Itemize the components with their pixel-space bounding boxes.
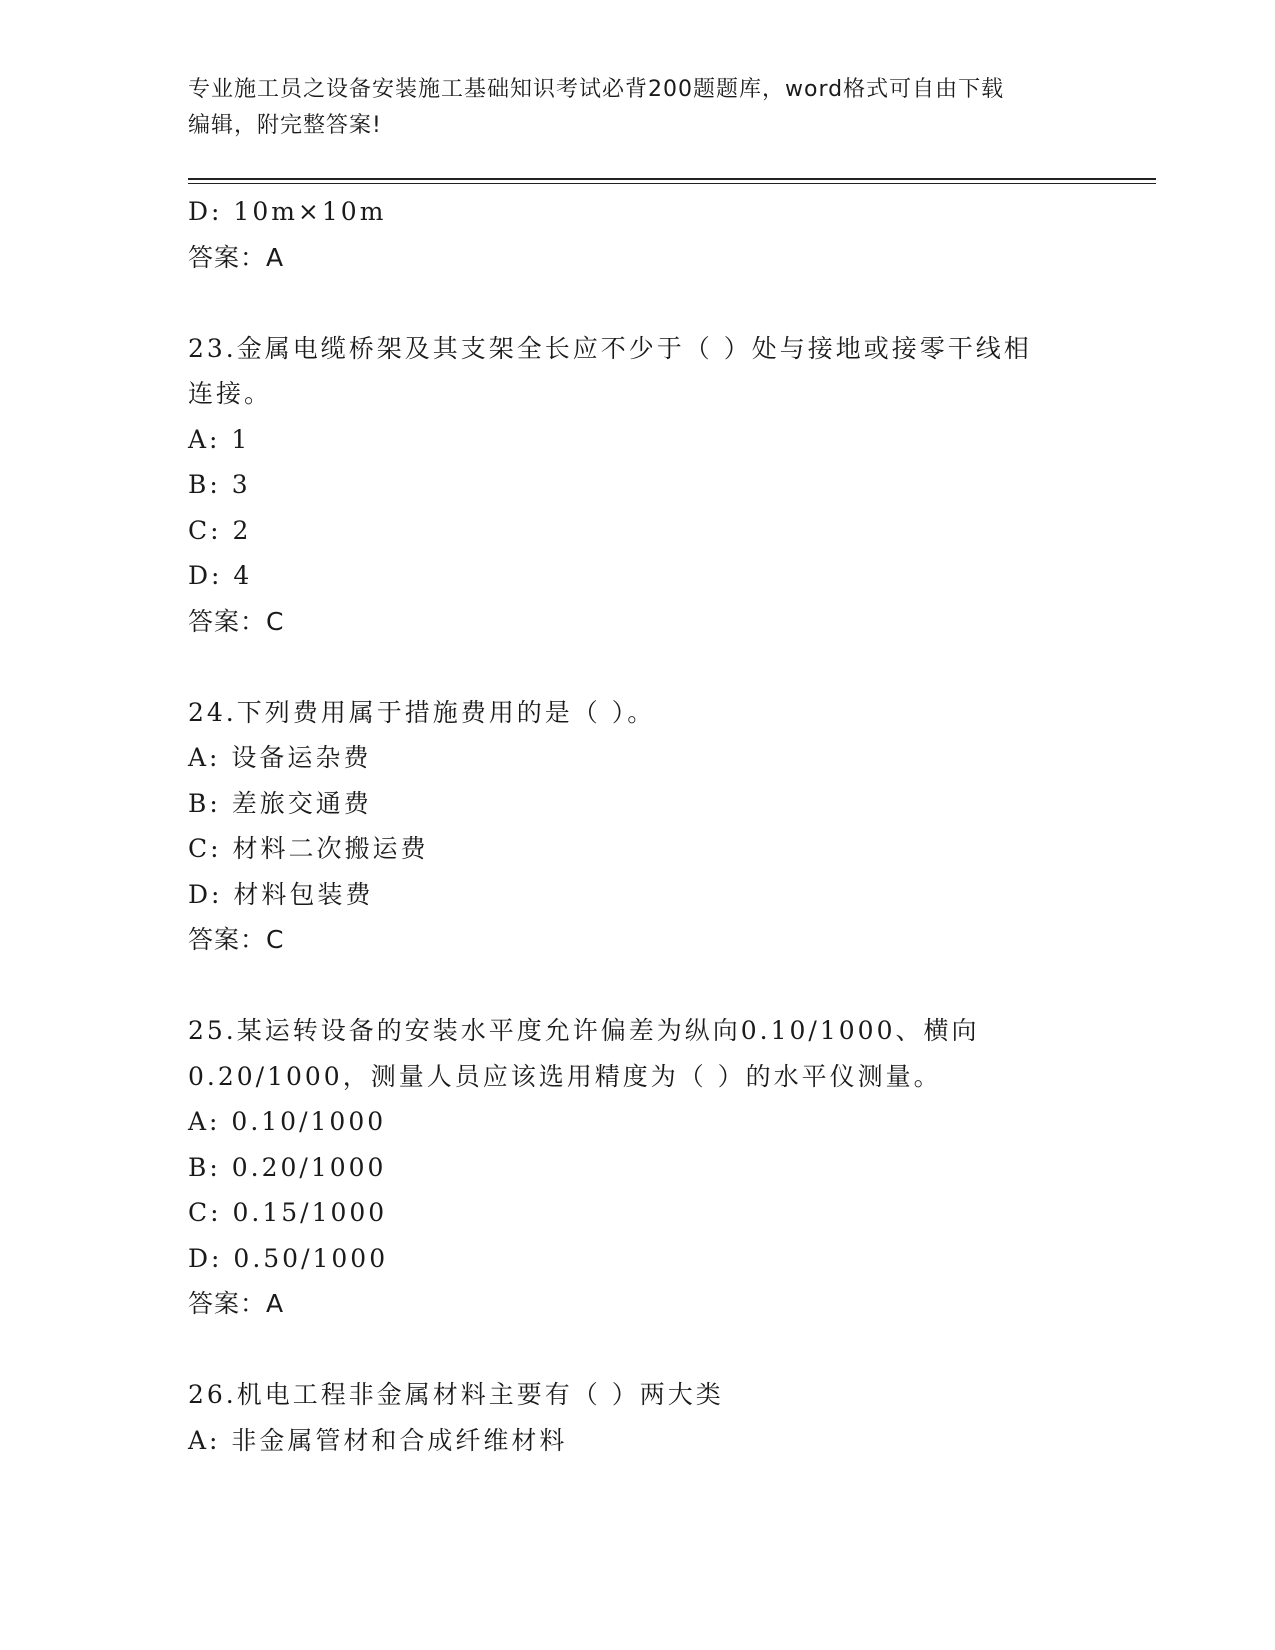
header-rule-thick [188,178,1156,180]
option-c: C: 材料二次搬运费 [188,834,429,863]
document-body [188,189,1088,1463]
option-d: D: 材料包装费 [188,879,374,909]
question-stem: 25.某运转设备的安装水平度允许偏差为纵向0.10/1000、横向 [188,1016,980,1045]
option-d: D: 4 [188,561,253,590]
answer: 答案：C [188,606,285,636]
option-a: A: 设备运杂费 [188,743,372,772]
option-a: A: 非金属管材和合成纤维材料 [188,1425,568,1455]
question-stem: 23.金属电缆桥架及其支架全长应不少于（ ）处与接地或接零干线相 [188,333,1032,363]
question-24 [188,690,1088,963]
question-25 [188,1008,1088,1327]
question-stem: 连接。 [188,379,273,408]
question-stem: 26.机电工程非金属材料主要有（ ）两大类 [188,1380,724,1409]
option-a: A: 0.10/1000 [188,1107,387,1136]
option-c: C: 2 [188,515,252,545]
question-stem: 24.下列费用属于措施费用的是（ ）。 [188,697,656,727]
option-b: B: 3 [188,470,251,499]
option-b: B: 差旅交通费 [188,788,372,818]
answer: 答案：C [188,925,285,954]
header-rule-thin [188,183,1156,184]
option-a: A: 1 [188,424,251,454]
question-stem: 0.20/1000，测量人员应该选用精度为（ ）的水平仪测量。 [188,1061,942,1091]
option-c: C: 0.15/1000 [188,1198,388,1227]
question-22-continued [188,189,1088,280]
answer: 答案：A [188,1289,285,1318]
page-header [188,72,1068,144]
header-line-2: 编辑，附完整答案! [188,113,382,138]
answer: 答案：A [188,242,285,272]
option-b: B: 0.20/1000 [188,1152,387,1182]
option-d: D: 10m×10m [188,197,387,226]
option-d: D: 0.50/1000 [188,1243,389,1273]
question-26 [188,1372,1088,1463]
header-line-1: 专业施工员之设备安装施工基础知识考试必背200题题库，word格式可自由下载 [188,77,1005,102]
question-23 [188,326,1088,645]
